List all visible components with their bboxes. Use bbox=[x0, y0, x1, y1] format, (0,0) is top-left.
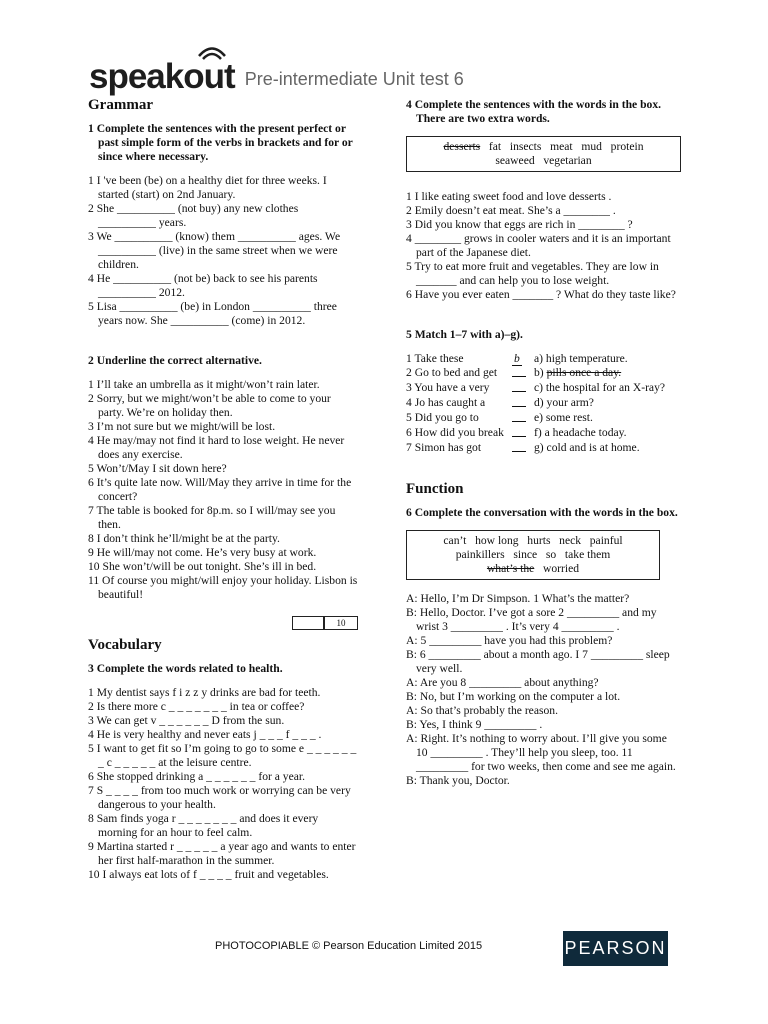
match-left: 6 How did you break bbox=[406, 426, 504, 439]
box-word: desserts bbox=[443, 140, 481, 153]
match-answer bbox=[512, 396, 534, 411]
match-left: 4 Jo has caught a bbox=[406, 396, 486, 409]
copyright-footer: PHOTOCOPIABLE © Pearson Education Limited 2015 bbox=[215, 940, 483, 952]
match-left: 2 Go to bed and get bbox=[406, 366, 498, 379]
match-left: 5 Did you go to bbox=[406, 411, 479, 424]
pearson-logo: PEARSON bbox=[563, 931, 668, 966]
word-box-line bbox=[413, 548, 653, 562]
task3-item: 8 Sam finds yoga r _ _ _ _ _ _ _ and does it every morning for an hour to feel calm. bbox=[88, 812, 319, 839]
box-word: fat bbox=[488, 140, 502, 153]
task5-instruction: 5 Match 1–7 with a)–g). bbox=[406, 328, 523, 341]
task6-word-box bbox=[406, 530, 660, 580]
dialogue-line: B: No, but I’m working on the computer a lot. bbox=[406, 690, 621, 703]
task2-item: 4 He may/may not find it hard to lose weight. He never does any exercise. bbox=[88, 434, 345, 461]
unit-test-subtitle: Pre-intermediate Unit test 6 bbox=[244, 69, 464, 89]
task2-item: 3 I’m not sure but we might/will be lost. bbox=[88, 420, 276, 433]
word-box-line bbox=[413, 140, 674, 154]
task3-item: 7 S _ _ _ _ from too much work or worrying can be very dangerous to your health. bbox=[88, 784, 351, 811]
task3-item: 10 I always eat lots of f _ _ _ _ fruit and vegetables. bbox=[88, 868, 329, 881]
dialogue-line: A: 5 _________ have you had this problem? bbox=[406, 634, 613, 647]
box-word: insects bbox=[509, 140, 542, 153]
task3-item: 9 Martina started r _ _ _ _ _ a year ago and wants to enter her first half-marathon in the summer. bbox=[88, 840, 356, 867]
match-left: 7 Simon has got bbox=[406, 441, 482, 454]
match-row bbox=[406, 441, 681, 456]
task4-item: 4 ________ grows in cooler waters and it is an important part of the Japanese diet. bbox=[406, 232, 671, 259]
dialogue-line: A: So that’s probably the reason. bbox=[406, 704, 558, 717]
task4-item: 1 I like eating sweet food and love desserts . bbox=[406, 190, 612, 203]
task6-instruction: 6 Complete the conversation with the words in the box. bbox=[406, 506, 678, 519]
left-column bbox=[88, 98, 358, 882]
speakout-logo bbox=[89, 50, 464, 94]
dialogue-line: A: Right. It’s nothing to worry about. I’ll give you some 10 _________ . They’ll help you sleep, too. 11 _________ for two weeks, then come and see me again. bbox=[406, 732, 676, 773]
task4-word-box bbox=[406, 136, 681, 172]
task3-instruction: 3 Complete the words related to health. bbox=[88, 662, 283, 675]
task2-item: 1 I’ll take an umbrella as it might/won’t rain later. bbox=[88, 378, 320, 391]
match-row bbox=[406, 411, 681, 426]
box-word: hurts bbox=[527, 534, 551, 547]
box-word: neck bbox=[559, 534, 582, 547]
task2-item: 10 She won’t/will be out tonight. She’s ill in bed. bbox=[88, 560, 317, 573]
task1-list bbox=[88, 174, 358, 328]
match-row bbox=[406, 366, 681, 381]
box-word: seaweed bbox=[495, 154, 535, 167]
task1-instruction: 1 Complete the sentences with the present perfect or past simple form of the verbs in brackets and for or since where necessary. bbox=[88, 122, 353, 163]
task3-item: 1 My dentist says f i z z y drinks are bad for teeth. bbox=[88, 686, 321, 699]
match-right: f) a headache today. bbox=[534, 426, 627, 439]
match-left: 3 You have a very bbox=[406, 381, 490, 394]
sound-waves-icon bbox=[197, 43, 227, 63]
match-right: a) high temperature. bbox=[534, 352, 628, 365]
box-word: meat bbox=[550, 140, 573, 153]
score-box bbox=[88, 616, 358, 630]
task1-item: 4 He __________ (not be) back to see his parents __________ 2012. bbox=[88, 272, 318, 299]
box-word: since bbox=[513, 548, 538, 561]
logo-part: o bbox=[183, 57, 204, 96]
task4-list bbox=[406, 190, 681, 302]
task2-item: 9 He will/may not come. He’s very busy at work. bbox=[88, 546, 317, 559]
task4-item: 6 Have you ever eaten _______ ? What do they taste like? bbox=[406, 288, 676, 301]
match-right: c) the hospital for an X-ray? bbox=[534, 381, 666, 394]
task2-instruction: 2 Underline the correct alternative. bbox=[88, 354, 262, 367]
box-word: what’s the bbox=[486, 562, 535, 575]
logo-part: speak bbox=[89, 57, 184, 96]
task3-item: 5 I want to get fit so I’m going to go to some e _ _ _ _ _ _ _ c _ _ _ _ _ at the leisure centre. bbox=[88, 742, 357, 769]
match-answer bbox=[512, 411, 534, 426]
match-answer-value: b bbox=[514, 352, 520, 365]
task2-item: 5 Won’t/May I sit down here? bbox=[88, 462, 227, 475]
box-word: vegetarian bbox=[543, 154, 592, 167]
match-answer bbox=[512, 381, 534, 396]
logo-part: ut bbox=[203, 57, 235, 96]
match-right: b) pills once a day. bbox=[534, 366, 622, 379]
box-word: how long bbox=[475, 534, 519, 547]
match-row bbox=[406, 352, 681, 366]
score-total: 10 bbox=[324, 616, 358, 630]
task2-item: 11 Of course you might/will enjoy your holiday. Lisbon is beautiful! bbox=[88, 574, 358, 601]
box-word: protein bbox=[610, 140, 644, 153]
task4-item: 5 Try to eat more fruit and vegetables. They are low in _______ and can help you to lose weight. bbox=[406, 260, 659, 287]
word-box-line bbox=[413, 154, 674, 168]
match-answer bbox=[512, 426, 534, 441]
dialogue-line: B: 6 _________ about a month ago. I 7 _________ sleep very well. bbox=[406, 648, 670, 675]
match-answer bbox=[512, 352, 534, 366]
task5-matching bbox=[406, 352, 681, 456]
match-right: e) some rest. bbox=[534, 411, 593, 424]
box-word: painkillers bbox=[455, 548, 505, 561]
task3-list bbox=[88, 686, 358, 882]
dialogue-line: A: Are you 8 _________ about anything? bbox=[406, 676, 599, 689]
box-word: can’t bbox=[443, 534, 467, 547]
task1-item: 2 She __________ (not buy) any new clothes __________ years. bbox=[88, 202, 299, 229]
match-answer bbox=[512, 441, 534, 456]
dialogue-line: A: Hello, I’m Dr Simpson. 1 What’s the matter? bbox=[406, 592, 630, 605]
task4-item: 2 Emily doesn’t eat meat. She’s a ________ . bbox=[406, 204, 616, 217]
function-heading: Function bbox=[406, 481, 464, 497]
task3-item: 2 Is there more c _ _ _ _ _ _ _ in tea or coffee? bbox=[88, 700, 305, 713]
task3-item: 4 He is very healthy and never eats j _ _ _ f _ _ _ . bbox=[88, 728, 322, 741]
struck-example: pills once a day. bbox=[546, 366, 622, 379]
task1-item: 1 I 've been (be) on a healthy diet for three weeks. I started (start) on 2nd January. bbox=[88, 174, 327, 201]
task1-item: 5 Lisa __________ (be) in London __________ three years now. She __________ (come) in 2012. bbox=[88, 300, 337, 327]
task2-item: 7 The table is booked for 8p.m. so I will/may see you then. bbox=[88, 504, 336, 531]
task4-instruction: 4 Complete the sentences with the words in the box. There are two extra words. bbox=[406, 98, 662, 125]
task1-item: 3 We __________ (know) them __________ ages. We __________ (live) in the same street when we were children. bbox=[88, 230, 341, 271]
score-blank bbox=[292, 616, 324, 630]
match-answer bbox=[512, 366, 534, 381]
task2-item: 2 Sorry, but we might/won’t be able to come to your party. We’re on holiday then. bbox=[88, 392, 331, 419]
box-word: worried bbox=[542, 562, 580, 575]
grammar-heading: Grammar bbox=[88, 97, 153, 113]
task3-item: 6 She stopped drinking a _ _ _ _ _ _ for a year. bbox=[88, 770, 306, 783]
match-left: 1 Take these bbox=[406, 352, 464, 365]
match-row bbox=[406, 396, 681, 411]
dialogue-line: B: Yes, I think 9 _________ . bbox=[406, 718, 543, 731]
conversation bbox=[406, 592, 681, 788]
word-box-line bbox=[413, 534, 653, 548]
match-right: d) your arm? bbox=[534, 396, 594, 409]
box-word: mud bbox=[581, 140, 602, 153]
match-right: g) cold and is at home. bbox=[534, 441, 640, 454]
vocabulary-heading: Vocabulary bbox=[88, 637, 162, 653]
match-row bbox=[406, 426, 681, 441]
dialogue-line: B: Hello, Doctor. I’ve got a sore 2 _________ and my wrist 3 _________ . It’s very 4 _________ . bbox=[406, 606, 657, 633]
task4-item: 3 Did you know that eggs are rich in ________ ? bbox=[406, 218, 633, 231]
task2-item: 8 I don’t think he’ll/might be at the party. bbox=[88, 532, 280, 545]
box-word: painful bbox=[589, 534, 623, 547]
dialogue-line: B: Thank you, Doctor. bbox=[406, 774, 510, 787]
word-box-line bbox=[413, 562, 653, 576]
task3-item: 3 We can get v _ _ _ _ _ _ D from the sun. bbox=[88, 714, 285, 727]
task2-item: 6 It’s quite late now. Will/May they arrive in time for the concert? bbox=[88, 476, 352, 503]
right-column bbox=[406, 98, 681, 788]
task2-list bbox=[88, 378, 358, 602]
box-word: take them bbox=[564, 548, 611, 561]
box-word: so bbox=[545, 548, 557, 561]
match-row bbox=[406, 381, 681, 396]
